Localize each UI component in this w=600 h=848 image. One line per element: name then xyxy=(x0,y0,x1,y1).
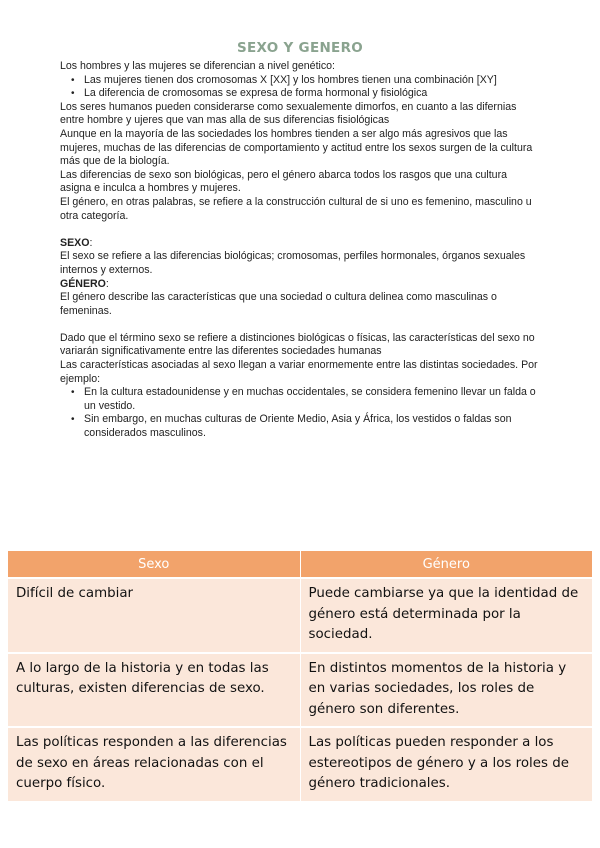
table-cell: A lo largo de la historia y en todas las culturas, existen diferencias de sexo. xyxy=(8,653,300,728)
paragraph: Las diferencias de sexo son biológicas, pero el género abarca todos los rasgos que una cultura asigna e inculca a hombres y mujeres. xyxy=(60,168,507,195)
table-row xyxy=(8,727,592,801)
table-cell: Puede cambiarse ya que la identidad de género está determinada por la sociedad. xyxy=(300,578,592,653)
list-item: • La diferencia de cromosomas se expresa de forma hormonal y fisiológica xyxy=(84,87,540,101)
examples-list xyxy=(60,386,540,440)
list-item: • Sin embargo, en muchas culturas de Oriente Medio, Asia y África, los vestidos o faldas son considerados masculinos. xyxy=(84,413,540,440)
header-genero: Género xyxy=(300,551,592,578)
table-row xyxy=(8,578,592,653)
genero-label: GÉNERO xyxy=(60,277,106,290)
spacer xyxy=(60,318,540,332)
comparison-table xyxy=(8,551,592,801)
genero-heading: GÉNERO: xyxy=(60,277,109,290)
paragraph: El género, en otras palabras, se refiere a la construcción cultural de si uno es femenino, masculino u otra categoría. xyxy=(60,195,532,222)
list-item: • En la cultura estadounidense y en muchas occidentales, se considera femenino llevar un falda o un vestido. xyxy=(84,386,540,413)
sexo-label: SEXO xyxy=(60,236,90,249)
genero-definition: El género describe las características que una sociedad o cultura delinea como masculinas o femeninas. xyxy=(60,291,497,317)
table-row xyxy=(8,653,592,728)
table-cell: En distintos momentos de la historia y en varias sociedades, los roles de género son diferentes. xyxy=(300,653,592,728)
table-cell: Las políticas responden a las diferencias de sexo en áreas relacionadas con el cuerpo físico. xyxy=(8,727,300,801)
page-title: SEXO Y GENERO xyxy=(236,40,364,56)
table-cell: Las políticas pueden responder a los estereotipos de género y a los roles de género tradicionales. xyxy=(300,727,592,801)
intro-paragraph: Los hombres y las mujeres se diferencian a nivel genético: xyxy=(60,60,335,72)
paragraph: Los seres humanos pueden considerarse como sexualemente dimorfos, en cuanto a las difernias entre hombre y ujeres que van mas alla de sus diferencias fisiológicas xyxy=(60,100,517,127)
table-cell: Difícil de cambiar xyxy=(8,578,300,653)
genetic-list xyxy=(60,74,540,101)
sexo-heading: SEXO: xyxy=(60,236,93,249)
body-text xyxy=(60,60,540,441)
paragraph: Las características asociadas al sexo llegan a variar enormemente entre las distintas sociedades. Por ejemplo: xyxy=(60,359,538,385)
sexo-definition: El sexo se refiere a las diferencias biológicas; cromosomas, perfiles hormonales, órganos sexuales internos y externos. xyxy=(60,250,526,276)
paragraph: Aunque en la mayoría de las sociedades los hombres tienden a ser algo más agresivos que las mujeres, muchas de las diferencias de comportamiento y actitud entre los sexos surgen de la cultura más que de la biología. xyxy=(60,127,533,168)
spacer xyxy=(60,223,540,237)
table-header-row xyxy=(8,551,592,578)
list-item: • Las mujeres tienen dos cromosomas X [XX] y los hombres tienen una combinación [XY] xyxy=(84,74,540,88)
paragraph: Dado que el término sexo se refiere a distinciones biológicas o físicas, las características del sexo no variarán significativamente entre las diferentes sociedades humanas xyxy=(60,331,535,358)
header-sexo: Sexo xyxy=(8,551,300,578)
